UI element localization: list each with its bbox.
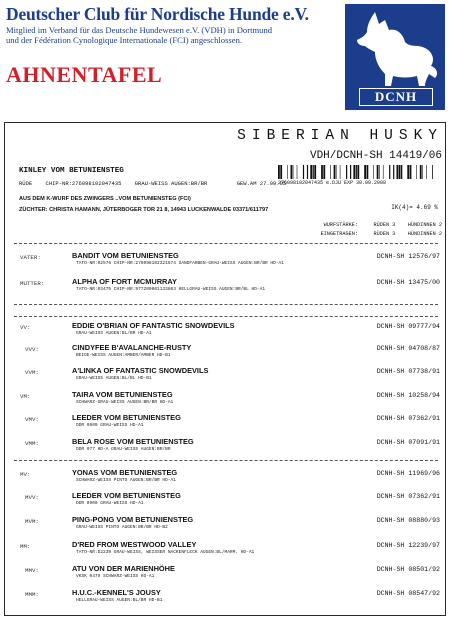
logo-text: DCNH	[359, 88, 433, 106]
barcode-bar	[313, 165, 314, 179]
barcode-bar	[293, 165, 294, 179]
ancestor-detail: TATO-NR:02576 CHIP-NR:276098102321674 SANDFARBEN-GRAU-WEISS AUGEN:BR/BR HD-A1	[76, 261, 284, 266]
ancestor-reg-number: DCNH-SH 10258/94	[376, 392, 440, 399]
barcode-bar	[377, 165, 379, 179]
barcode-bar	[379, 165, 380, 179]
dog-sex: RÜDE	[19, 180, 33, 187]
ancestor-name: A'LINKA OF FANTASTIC SNOWDEVILS	[72, 366, 209, 375]
dog-details	[19, 180, 296, 187]
ancestor-reg-number: DCNH-SH 04708/87	[376, 345, 440, 352]
ancestor-detail: GRAU-WEISS AUGEN:BL/BR HD-A1	[76, 331, 152, 336]
ancestor-name: YONAS VOM BETUNIENSTEG	[72, 468, 178, 477]
ancestor-role: VVV:	[25, 346, 39, 353]
ancestor-name: CINDYFEE B'AVALANCHE-RUSTY	[72, 343, 192, 352]
ancestor-reg-number: DCNH-SH 12576/97	[376, 253, 440, 260]
barcode-bar	[334, 165, 336, 179]
barcode-bar	[357, 165, 359, 179]
ancestor-role: VM:	[20, 393, 31, 400]
ancestor-role: MVV:	[25, 494, 39, 501]
barcode-bar	[383, 165, 384, 179]
barcode-bar	[280, 165, 282, 179]
ancestor-name: LEEDER VOM BETUNIENSTEG	[72, 491, 181, 500]
ancestor-name: ALPHA OF FORT MCMURRAY	[72, 277, 177, 286]
ancestor-detail: TATO-NR:D2239 GRAU-WEISS, WEISSER NACKENFLECK AUGEN:BL/MARM. HD-A1	[76, 550, 255, 555]
barcode	[278, 165, 433, 179]
club-logo	[345, 4, 445, 110]
inbreeding-coefficient: IK(4)= 4.69 %	[391, 204, 438, 211]
ancestor-reg-number: DCNH-SH 08501/92	[376, 566, 440, 573]
ancestor-detail: TATO-NR:03475 CHIP-NR:977200001133863 HELLGRAU-WEISS AUGEN:BR/BL HD-A1	[76, 287, 266, 292]
membership-line-vdh: Mitglied im Verband für das Deutsche Hundewesen e.V. (VDH) in Dortmund	[6, 25, 273, 35]
registration-number: VDH/DCNH-SH 14419/06	[309, 150, 442, 162]
ancestor-reg-number: DCNH-SH 09777/94	[376, 323, 440, 330]
ancestor-role: MV:	[20, 471, 31, 478]
membership-note	[6, 25, 346, 45]
barcode-bar	[393, 165, 394, 179]
ancestor-role: VATER:	[20, 254, 41, 261]
barcode-bar	[291, 165, 293, 179]
ancestor-reg-number: DCNH-SH 07362/91	[376, 493, 440, 500]
divider	[14, 304, 438, 305]
barcode-bar	[323, 165, 325, 179]
ancestor-detail: DDR 0900 GRAU-WEISS HD-A1	[76, 423, 144, 428]
ancestor-detail: SCHWARZ-GRAU-WEISS AUGEN:BR/BR HD-A1	[76, 400, 174, 405]
club-title: Deutscher Club für Nordische Hunde e.V.	[6, 4, 309, 24]
barcode-bar	[367, 165, 369, 179]
kennel-line: AUS DEM K-WURF DES ZWINGERS ..VOM BETUNIENSTEG (FCI)	[19, 196, 191, 202]
litter-size-row	[276, 222, 442, 228]
ancestor-role: MMV:	[25, 567, 39, 574]
litter-registered-row	[276, 231, 442, 237]
divider	[14, 243, 438, 244]
barcode-bar	[340, 165, 341, 179]
ancestor-role: MVM:	[25, 518, 39, 525]
ancestor-detail: BEIGE-WEISS AUGEN:AMBER/AMBER HD-B1	[76, 353, 171, 358]
ancestor-reg-number: DCNH-SH 08547/92	[376, 590, 440, 597]
ancestor-detail: GRAU-WEISS AUGEN:BL/BL HD-B1	[76, 376, 152, 381]
ancestor-reg-number: DCNH-SH 07091/91	[376, 439, 440, 446]
litter-size-label: WURFSTÄRKE:	[323, 222, 358, 228]
ancestor-detail: DDR 0900 GRAU-WEISS HD-A1	[76, 501, 144, 506]
ancestor-reg-number: DCNH-SH 07362/91	[376, 415, 440, 422]
membership-line-fci: und der Fédération Cynologique Internationale (FCI) angeschlossen.	[6, 35, 243, 45]
breed-name: SIBERIAN HUSKY	[237, 128, 443, 144]
barcode-bar	[432, 165, 433, 179]
barcode-bar	[336, 165, 337, 179]
barcode-bar	[373, 165, 374, 179]
ancestor-name: BANDIT VOM BETUNIENSTEG	[72, 251, 179, 260]
ancestor-reg-number: DCNH-SH 13475/00	[376, 279, 440, 286]
ancestor-role: VMV:	[25, 416, 39, 423]
ancestor-role: VV:	[20, 324, 31, 331]
ancestor-reg-number: DCNH-SH 08880/93	[376, 517, 440, 524]
ancestor-detail: GRAU-WEISS PINTO AUGEN:BR/BR HD-B2	[76, 525, 168, 530]
ancestor-detail: VKSK 0479 SCHWARZ-WEISS HD-A1	[76, 574, 155, 579]
dog-birth-date: GEW.AM 27.09.05	[236, 180, 287, 187]
ancestor-name: LEEDER VOM BETUNIENSTEG	[72, 413, 181, 422]
litter-registered-males: RÜDEN 3	[373, 231, 396, 237]
barcode-bar	[287, 165, 288, 179]
barcode-bar	[420, 165, 422, 179]
ancestor-reg-number: DCNH-SH 11969/96	[376, 470, 440, 477]
ancestor-role: VMM:	[25, 440, 39, 447]
ancestor-name: TAIRA VOM BETUNIENSTEG	[72, 390, 173, 399]
litter-registered-females: HÜNDINNEN 2	[407, 231, 442, 237]
barcode-bar	[356, 165, 357, 179]
litter-registered-label: EINGETRAGEN:	[320, 231, 358, 237]
barcode-bar	[397, 165, 399, 179]
ancestor-detail: HELLGRAU-WEISS AUGEN:BL/BR HD-B1	[76, 598, 163, 603]
barcode-bar	[410, 165, 412, 179]
barcode-bar	[346, 165, 347, 179]
barcode-bar	[364, 165, 366, 179]
barcode-bar	[307, 165, 308, 179]
barcode-bar	[303, 165, 304, 179]
ancestor-role: MMM:	[25, 591, 39, 598]
barcode-bar	[426, 165, 427, 179]
ancestor-role: MM:	[20, 543, 31, 550]
barcode-bar	[297, 165, 298, 179]
barcode-bar	[350, 165, 351, 179]
dog-name: KINLEY VOM BETUNIENSTEG	[19, 167, 124, 175]
barcode-bar	[278, 165, 280, 179]
barcode-bar	[389, 165, 390, 179]
barcode-bar	[321, 165, 323, 179]
barcode-bar	[422, 165, 423, 179]
barcode-bar	[399, 165, 400, 179]
ancestor-name: PING-PONG VOM BETUNIENSTEG	[72, 515, 194, 524]
document-title: AHNENTAFEL	[6, 62, 163, 87]
barcode-bar	[310, 165, 312, 179]
divider	[14, 316, 438, 317]
ancestor-role: VVM:	[25, 369, 39, 376]
ancestor-reg-number: DCNH-SH 07738/91	[376, 368, 440, 375]
barcode-bar	[314, 165, 316, 179]
ancestor-name: H.U.C.-KENNEL'S JOUSY	[72, 588, 161, 597]
ancestor-name: BELA ROSE VOM BETUNIENSTEG	[72, 437, 194, 446]
dog-chip: CHIP-NR:276098102047435	[45, 180, 122, 187]
barcode-bar	[330, 165, 331, 179]
ancestor-detail: DDR 077 HD-A GRAU-WEISS AUGEN:BR/BR	[76, 447, 171, 452]
barcode-bar	[353, 165, 355, 179]
barcode-bar	[416, 165, 417, 179]
divider	[14, 460, 438, 461]
litter-size-males: RÜDEN 3	[373, 222, 396, 228]
ancestor-name: D'RED FROM WESTWOOD VALLEY	[72, 540, 197, 549]
ancestor-name: ATU VON DER MARIENHÖHE	[72, 564, 175, 573]
ancestor-name: EDDIE O'BRIAN OF FANTASTIC SNOWDEVILS	[72, 321, 235, 330]
ancestor-reg-number: DCNH-SH 12239/97	[376, 542, 440, 549]
barcode-bar	[407, 165, 409, 179]
breeder-line: ZÜCHTER: CHRISTA HAMANN, JÜTERBOGER TOR 21 8, 14943 LUCKENWALDE 03371/611797	[19, 207, 269, 213]
ancestor-detail: SCHWARZ-WEISS PINTO AUGEN:BR/BR HD-A1	[76, 478, 176, 483]
dog-color-eyes: GRAU-WEISS AUGEN:BR/BR	[134, 180, 208, 187]
barcode-bar	[401, 165, 403, 179]
litter-size-females: HÜNDINNEN 2	[407, 222, 442, 228]
ancestor-role: MUTTER:	[20, 280, 45, 287]
barcode-caption: 276098102047435 e.DJU EXP 30.09.2008	[278, 180, 387, 186]
